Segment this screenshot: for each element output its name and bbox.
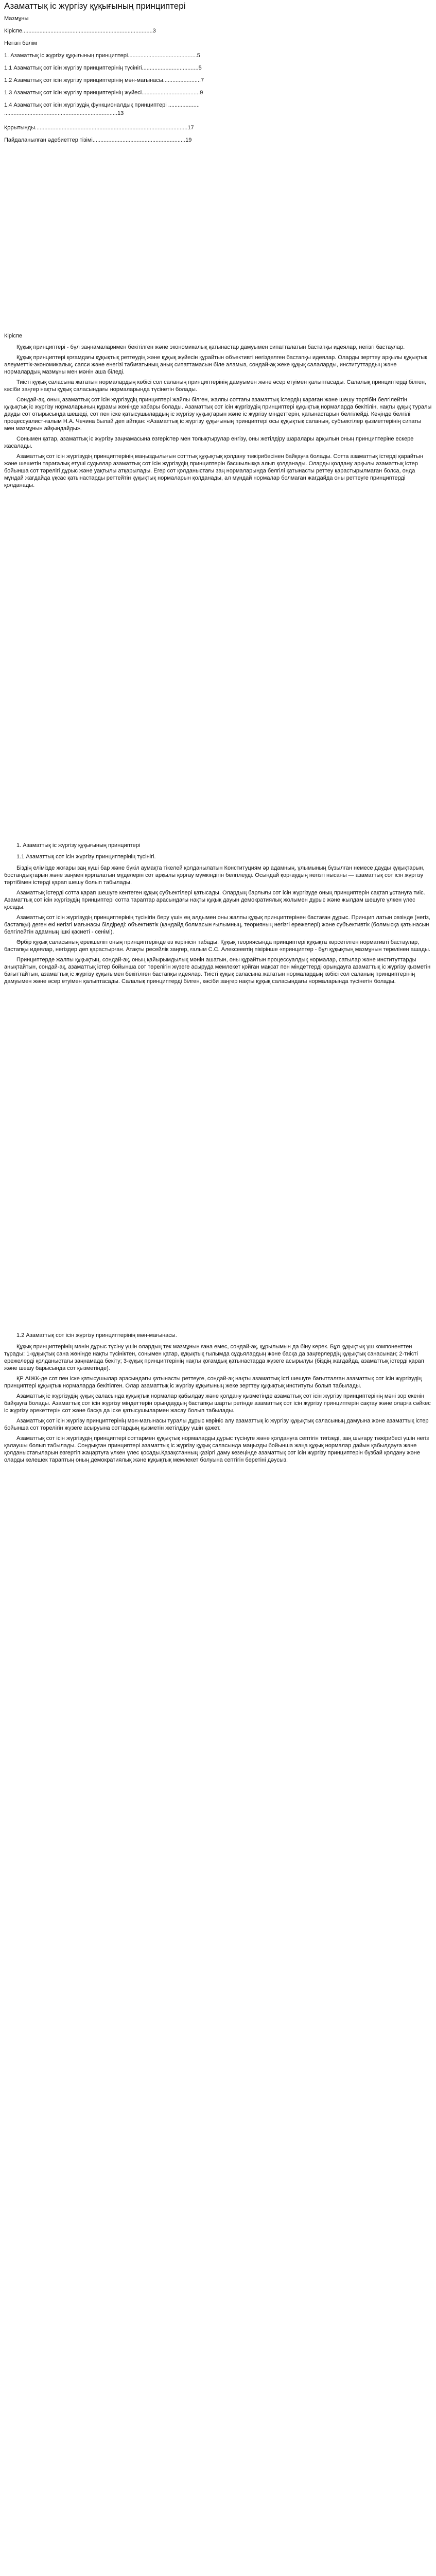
- paragraph: Азаматтық сот ісін жүргізудің принциптерінің маңыздылығын сотттық құқықтық қолдану тәжірибесінен байқауға болады. Сотта азаматтық істерді қарайтын және шешетін тәрағалық етуші судьялар азаматтық сот ісін жүргізудің принциптерін басшылыққа алып қолданады. Оларды қолдану арқылы азаматтық істер бойынша сот тәрелігі дұрыс және уақтылы атқарылады. Егер сот қолданыстағы заң нормаларында белгілі қатынасты реттеу қарастырылмаған болса, онда мұндай жағдайда ұқсас қатынастарды реттейтін құқықтық нормаларын қолданады, ал мұндай нормалар болмаған жағдайда оны реттеуге принциптерді қолданады.: [4, 453, 424, 488]
- paragraph: Құқық принциптері - бұл заңнамаларимен бекітілген және экономикалық қатынастар дамуымен сипатталатын бастапқы идеялар, негізгі бастаулар.: [16, 344, 405, 350]
- subsection-heading: 1.2 Азаматтық сот ісін жүргізу принциптерінің мән-мағынасы.: [16, 1332, 177, 1338]
- section-1: [4, 842, 432, 985]
- toc-item[interactable]: 1.4 Азаматтық сот ісін жүргізудің функционалдық принциптері ....................: [4, 102, 200, 108]
- toc-main-label: Негізгі бөлім: [4, 40, 37, 46]
- paragraph: Сондай-ақ, оның азаматтық сот ісін жүргізудің принциптері жайлы білген, жалпы соттағы азаматтық істердің қараған және шешу тәртібін белгілейтін құқықтық іс жүргізу нормаларының құрамы жөнінде хабары болады. Азаматтық сот ісін жүргізудің принциптері құқықтық нормаларда бекітілін, нақты құқық туралы дауды сот отырысында шешеді, сот пен іске қатысушылардың іс жүргізу құқықтарын және іс жүргізу міндеттерін, қатынастарын белгілейді. Кеңінде белгілі процессуалист-ғалым Н.А. Чечина былай деп айтқан: «Азаматтық іс жүргізу құқығының принциптері осы құқықтық саланың, субъектілер қызметтерінің сипаты мен мазмұнын айқындайды».: [4, 397, 432, 432]
- toc-heading: Мазмұны: [4, 15, 29, 22]
- toc-item-continued[interactable]: ........................................................................13: [4, 110, 124, 116]
- intro-section: [4, 332, 432, 489]
- toc-item[interactable]: 1.3 Азаматтық сот ісін жүргізу принциптерінің жүйесі.....................................9: [4, 90, 203, 96]
- paragraph: Азаматтық істерді сотта қарап шешуге кентеген құқық субъектілері қатысады. Олардың барлығы сот ісін жүргізуде оның принциптерін сақтап ұстануға тиіс. Азаматтық сот ісін жүргізудің принциптері сотта тараптар арасындағы нақты құқық дауын демократиялық жолымен дұрыс және жылдам шешуге үлкен үлес қосады.: [4, 890, 425, 910]
- paragraph: Әрбір құқық саласының ерекшелігі оның принциптерінде өз көрінісін табады. Құқық теориясында принциптері құқықта көрсетілген нормативті бастаулар, бастапқы идеялар, негіздер деп қарастырған. Атақты ресейлік заңгер, ғалым С.С. Алексеевтің пікірінше «принциптер - бұл құқықтың мазмұнын терелінен ашады.: [4, 939, 431, 953]
- paragraph: Құқық принциптерінің мәнін дұрыс түсіну үшін олардың тек мазмұнын ғана емес, сондай-ақ, құрылымын да біну керек. Бұл құқықтық үш компоненттен тұрады: 1-құқықтық сана жөнінде нақты түсініктен, сонымен қатар, құқықтық ғылымда сұдьялардың және басқа да заңгерлердің құқықтық санасынан; 2-тиісті ережелерді қолданыстағы заңнамада бекіту; 3-құқық принциптерінің нақты қоғамдық қатынастарда жүзеге асырылуы (біздің жағдайда, азаматтық істерді қарап және шешу барысында сот қызметінде).: [4, 1344, 424, 1371]
- toc-item[interactable]: 1.2 Азаматтық сот ісін жүргізу принциптерінің мән-мағынасы........................7: [4, 77, 204, 83]
- paragraph: ҚР АІЖК-де сот пен іске қатысушылар арасындағы қатынасты реттеуге, сондай-ақ нақты азаматтық істі шешуге бағытталған азаматтық сот ісін жүргізудің принциптері құқықтық нормаларда бекітілген. Олар азаматтық іс жүргізу құқығының жеке зерттеу құқықтық институты болып табылады.: [4, 1376, 422, 1389]
- section-1-2: [4, 1332, 432, 1464]
- toc-item-references[interactable]: Пайдаланылған әдебиеттер тізімі...........................................................19: [4, 137, 192, 143]
- toc-item[interactable]: 1.1 Азаматтық сот ісін жүргізу принциптерінің түсінігі....................................5: [4, 65, 202, 71]
- paragraph: Тиісті құқық саласына жататын нормалардың көбісі сол саланың принциптерінің дамуымен және әсер етуімен қалыптасады. Салалық принциптерді білген, кәсіби заңгер нақты құқық саласындағы нормаларында түсінетін болады.: [4, 379, 427, 393]
- section-heading: 1. Азаматтық іс жүргізу құқығының принциптері: [16, 842, 141, 849]
- paragraph: Принциптерде жалпы құқықтың, сондай-ақ, оның қайырымдылық мәнін ашатын, оны құрайтын процессуалдық нормалар, сатылар және институттарды анықтайтын, сондай-ақ, азаматтық істер бойынша сот төрелігін жүзеге асыруда мемлекет қойған мақсат пен міндеттерді орындауға азаматтық іс жүргізу қызметін бағыттайтын, азаматтық іс жүргізу құқығымен бекітілген бастапқы идеялар. Тиісті құқық саласына жататын нормалардың көбісі сол саланың принциптерінің дамуымен және әсер етуімен қалыптасады. Салалық принциптерді білген, кәсіби заңгер нақты құқық саласындағы нормаларында түсінетін болады.: [4, 957, 431, 985]
- document-title: Азаматтық іс жүргізу құқығының принциптері: [4, 1, 186, 11]
- table-of-contents: [4, 15, 432, 144]
- paragraph: Біздің еліміздe жоғары заң күші бар және бүкіл аумақта тікелей қолданылатын Конституциям əр адамның, ұлымының бұзылған немесе дауды құқықтарын, бостандықтарын және заңмен қорғалатын мүделерін сот арқылы қорғау мүмкіндігін белгілеуді. Осындай қорғаудың негізгі нысаны — азаматтық сот ісін жүргізу тәртібімен істерді қарап шешу болып табылады.: [4, 865, 425, 886]
- toc-item-intro[interactable]: Кіріспе...................................................................................3: [4, 28, 156, 34]
- paragraph: Азаматтық іс жүргізудің құқық саласында құқықтық нормалар қабылдау және қолдану қызметінде азаматтық сот ісін жүргізу принциптерінің мәні зор екенін байқауға болады. Азаматтық сот ісін жүргізу міндеттерін орындаудың бастапқы шарты ретінде азаматтық сот ісін жүргізу принциптерін сақтау және оларға сәйкес іс жүргізу әрекеттерін сот және басқа да іске қатысушылармен жасау болып табылады.: [4, 1393, 431, 1414]
- paragraph: Сонымен қатар, азаматтық іс жүргізу заңнамасына өзгерістер мен толықтырулар енгізу, оны жетілдіру шаралары арқылын оның принциптеріне ескере жасалады.: [4, 436, 414, 449]
- paragraph: Азаматтық сот ісін жүргізудің принциптері соттармен құқықтық нормаларды дұрыс түсінуге және қолдануға септігін тигізеді, заң шығару тәжірибесі үшін негіз қалаушы болып табылады. Сондықтан принциптері азаматтық іс жүргізу құқық саласында маңызды бойынша жаңа құқық нормалар дайын қабылдауға және қолданыстағыларын өзгертіп жаңартуға үлкен үлес қосады.Қазақстанның қазіргі даму кезеңінде азаматтық сот ісін жүргізу принциптерін бүзбай қолдану және оларды келешек тараптың оның демократиялық және құқықтық мемлекет болуына септігін беретіні дәусыз.: [4, 1435, 429, 1463]
- toc-item-conclusion[interactable]: Қорытынды.................................................................................................17: [4, 125, 194, 131]
- intro-heading: Кіріспе: [4, 333, 22, 339]
- paragraph: Азаматтық сот ісін жүргізудің принциптерінің түсінігін беру үшін ең алдымен оны жалпы құқық принциптерінен бастаған дұрыс. Принцип латын сөзінде (негіз, бастапқы) деген екі негізгі мағынасы білдіреді: объективтік (қандайд болмасын ғылымның, теорияның негізгі ережелері) және субъективтік (болмысқа қатынасын белгілейтін адамның ішкі қасиеті - сенімі).: [4, 914, 430, 935]
- paragraph: Азаматтық сот ісін жүргізу принциптерінің мән-мағынасы туралы дұрыс көрініс алу азаматтық іс жүргізу құқықтық саласының дамуына және азаматтық істер бойынша сот төрелігін жүзеге асыруына соттардың қызметін жетілдіру үшін қажет.: [4, 1418, 429, 1431]
- toc-item[interactable]: 1. Азаматтық іс жүргізу құқығының принциптері............................................5: [4, 53, 200, 59]
- paragraph: Құқық принциптері қоғамдағы құқықтық реттеудің және құқық жүйесін құрайтын объективті негізделген бастапқы идеялар. Оларды зерттеу арқылы құқықтық әлеуметтік-экономикалық, саяси және енегізі табиғатының анық сипаттамасын біле аламыз, сондай-ақ жеке құқық салаларды, институттардың және нормалардың мазмұны мен мәнін аша бiледi.: [4, 354, 427, 375]
- subsection-heading: 1.1 Азаматтық сот ісін жүргізу принциптерінің түсінігі.: [16, 854, 156, 860]
